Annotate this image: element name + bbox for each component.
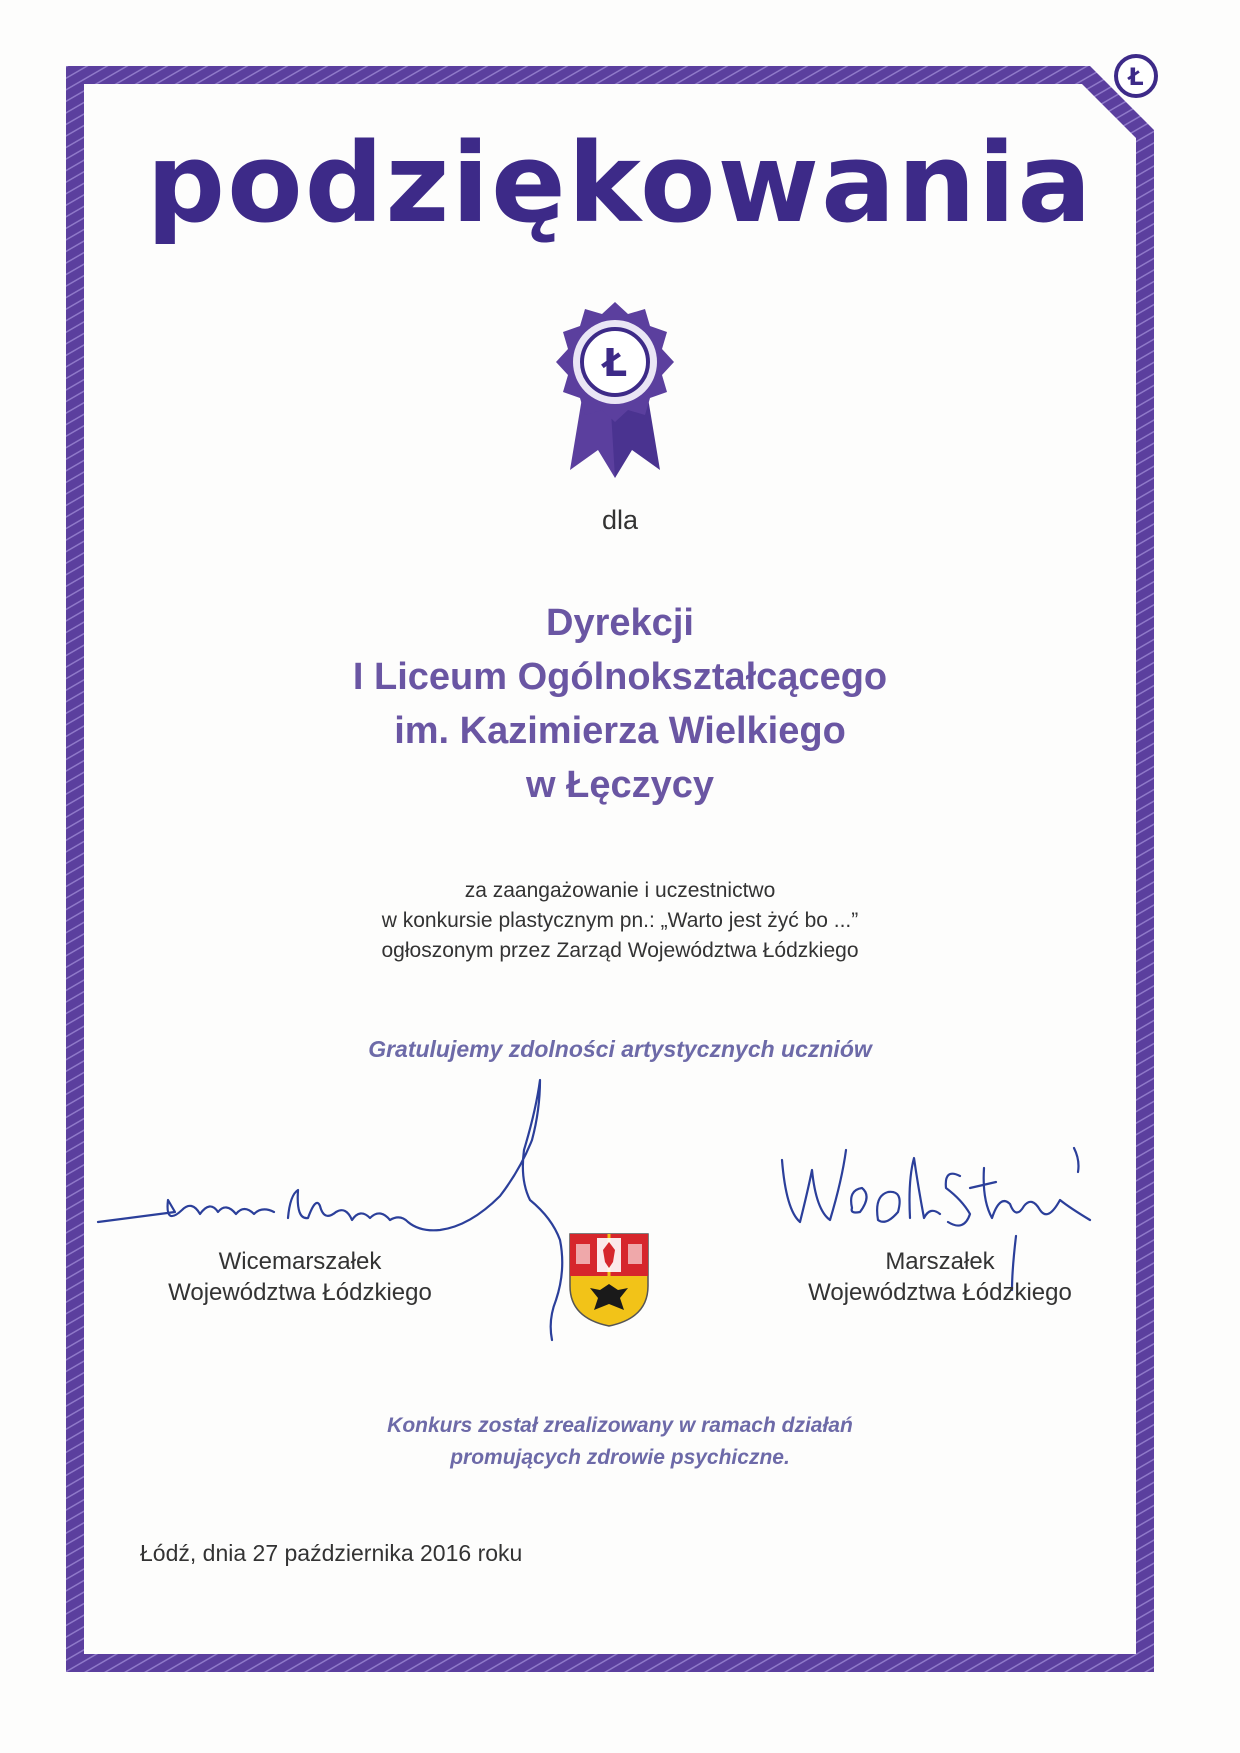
reason-line: ogłoszonym przez Zarząd Województwa Łódzkiego <box>381 939 859 962</box>
recipient-line: Dyrekcji <box>546 602 694 644</box>
recipient-line: I Liceum Ogólnokształcącego <box>352 656 888 698</box>
signatory-right <box>760 1246 1120 1308</box>
recipient-line: w Łęczycy <box>526 764 714 806</box>
footer-note-line: promujących zdrowie psychiczne. <box>450 1446 790 1469</box>
date-line: Łódź, dnia 27 października 2016 roku <box>140 1540 523 1566</box>
for-label: dla <box>601 505 639 535</box>
reason-line: za zaangażowanie i uczestnictwo <box>464 879 776 902</box>
signatory-left <box>120 1246 480 1308</box>
reason-line: w konkursie plastycznym pn.: „Warto jest żyć bo ...” <box>381 909 859 932</box>
signatory-org: Województwa Łódzkiego <box>808 1279 1072 1306</box>
signatory-org: Województwa Łódzkiego <box>168 1279 432 1306</box>
coat-of-arms-icon <box>568 1232 650 1328</box>
footer-note <box>0 1410 1240 1474</box>
svg-text:Ł: Ł <box>1128 63 1144 91</box>
congratulations-text: Gratulujemy zdolności artystycznych uczniów <box>368 1036 872 1062</box>
recipient-line: im. Kazimierza Wielkiego <box>394 710 846 752</box>
page-title: podziękowania <box>146 119 1094 247</box>
signatory-role: Marszałek <box>885 1248 995 1275</box>
signatory-role: Wicemarszałek <box>218 1248 382 1275</box>
svg-text:Ł: Ł <box>602 341 628 385</box>
footer-note-line: Konkurs został zrealizowany w ramach działań <box>387 1414 853 1437</box>
